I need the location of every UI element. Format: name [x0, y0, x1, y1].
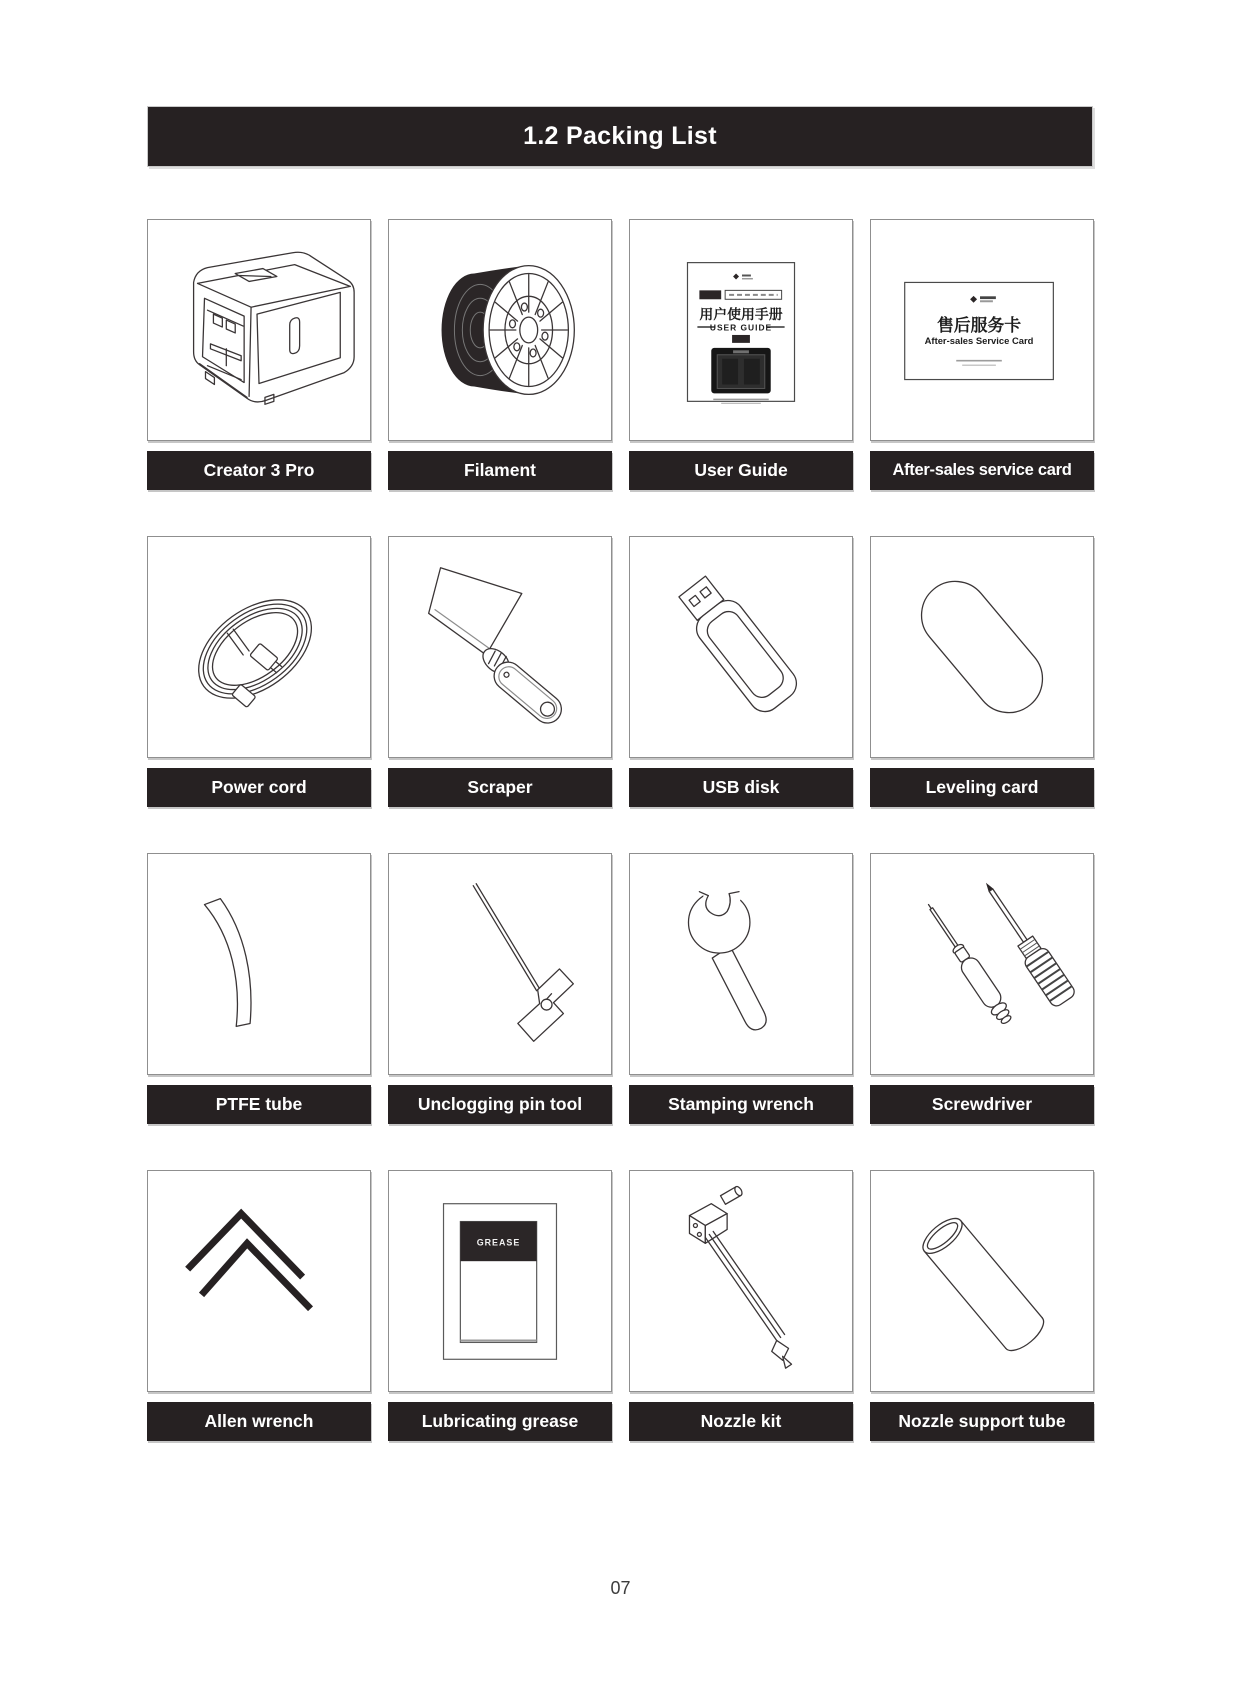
guide-title-en: USER GUIDE [709, 322, 773, 333]
item-image-box [388, 853, 612, 1075]
packing-list-grid [147, 219, 1094, 1441]
packing-item [147, 1170, 371, 1441]
item-label: After-sales service card [870, 451, 1094, 490]
item-label: Leveling card [870, 768, 1094, 807]
packing-item [870, 1170, 1094, 1441]
nozzle-kit-illustration [630, 1172, 852, 1390]
item-label: Nozzle kit [629, 1402, 853, 1441]
scraper-illustration [389, 538, 611, 756]
section-title: 1.2 Packing List [523, 122, 717, 150]
packing-item [147, 219, 371, 490]
item-label: Nozzle support tube [870, 1402, 1094, 1441]
item-image-box [870, 1170, 1094, 1392]
packing-item [388, 853, 612, 1124]
item-label: Allen wrench [147, 1402, 371, 1441]
item-label: USB disk [629, 768, 853, 807]
item-label: User Guide [629, 451, 853, 490]
item-image-box [147, 1170, 371, 1392]
card-title-cn: 售后服务卡 [936, 315, 1022, 335]
item-image-box [147, 219, 371, 441]
printer-illustration [148, 221, 370, 439]
packing-item [629, 536, 853, 807]
packing-item [870, 853, 1094, 1124]
item-image-box [870, 219, 1094, 441]
item-label: Lubricating grease [388, 1402, 612, 1441]
item-label: Screwdriver [870, 1085, 1094, 1124]
allen-wrench-illustration [148, 1172, 370, 1390]
item-image-box [629, 219, 853, 441]
item-label: Filament [388, 451, 612, 490]
page-number: 07 [610, 1578, 631, 1598]
item-image-box [388, 219, 612, 441]
power-cord-illustration [148, 538, 370, 756]
item-label: Unclogging pin tool [388, 1085, 612, 1124]
packing-item [388, 536, 612, 807]
item-label: Power cord [147, 768, 371, 807]
card-title-en: After-sales Service Card [924, 334, 1034, 346]
item-image-box [870, 536, 1094, 758]
item-image-box [147, 853, 371, 1075]
filament-spool-illustration [389, 221, 611, 439]
packing-item [629, 853, 853, 1124]
grease-illustration [389, 1172, 611, 1390]
item-label: PTFE tube [147, 1085, 371, 1124]
item-image-box [388, 536, 612, 758]
user-guide-illustration [630, 221, 852, 439]
usb-disk-illustration [630, 538, 852, 756]
packing-item [870, 536, 1094, 807]
stamping-wrench-illustration [630, 855, 852, 1073]
item-image-box [629, 853, 853, 1075]
ptfe-tube-illustration [148, 855, 370, 1073]
screwdriver-illustration [871, 855, 1093, 1073]
leveling-card-illustration [871, 538, 1093, 756]
packing-item [629, 219, 853, 490]
unclogging-pin-illustration [389, 855, 611, 1073]
packing-item [870, 219, 1094, 490]
item-image-box [629, 1170, 853, 1392]
item-image-box [629, 536, 853, 758]
item-label: Stamping wrench [629, 1085, 853, 1124]
packing-item [147, 536, 371, 807]
packing-item [629, 1170, 853, 1441]
item-image-box [870, 853, 1094, 1075]
item-label: Scraper [388, 768, 612, 807]
packing-item [388, 219, 612, 490]
item-image-box [147, 536, 371, 758]
guide-title-cn: 用户使用手册 [699, 306, 783, 323]
item-label: Creator 3 Pro [147, 451, 371, 490]
section-header [147, 106, 1093, 167]
nozzle-tube-illustration [871, 1172, 1093, 1390]
packing-item [147, 853, 371, 1124]
grease-label-text: GREASE [476, 1237, 521, 1248]
service-card-illustration [871, 221, 1093, 439]
packing-item [388, 1170, 612, 1441]
item-image-box [388, 1170, 612, 1392]
